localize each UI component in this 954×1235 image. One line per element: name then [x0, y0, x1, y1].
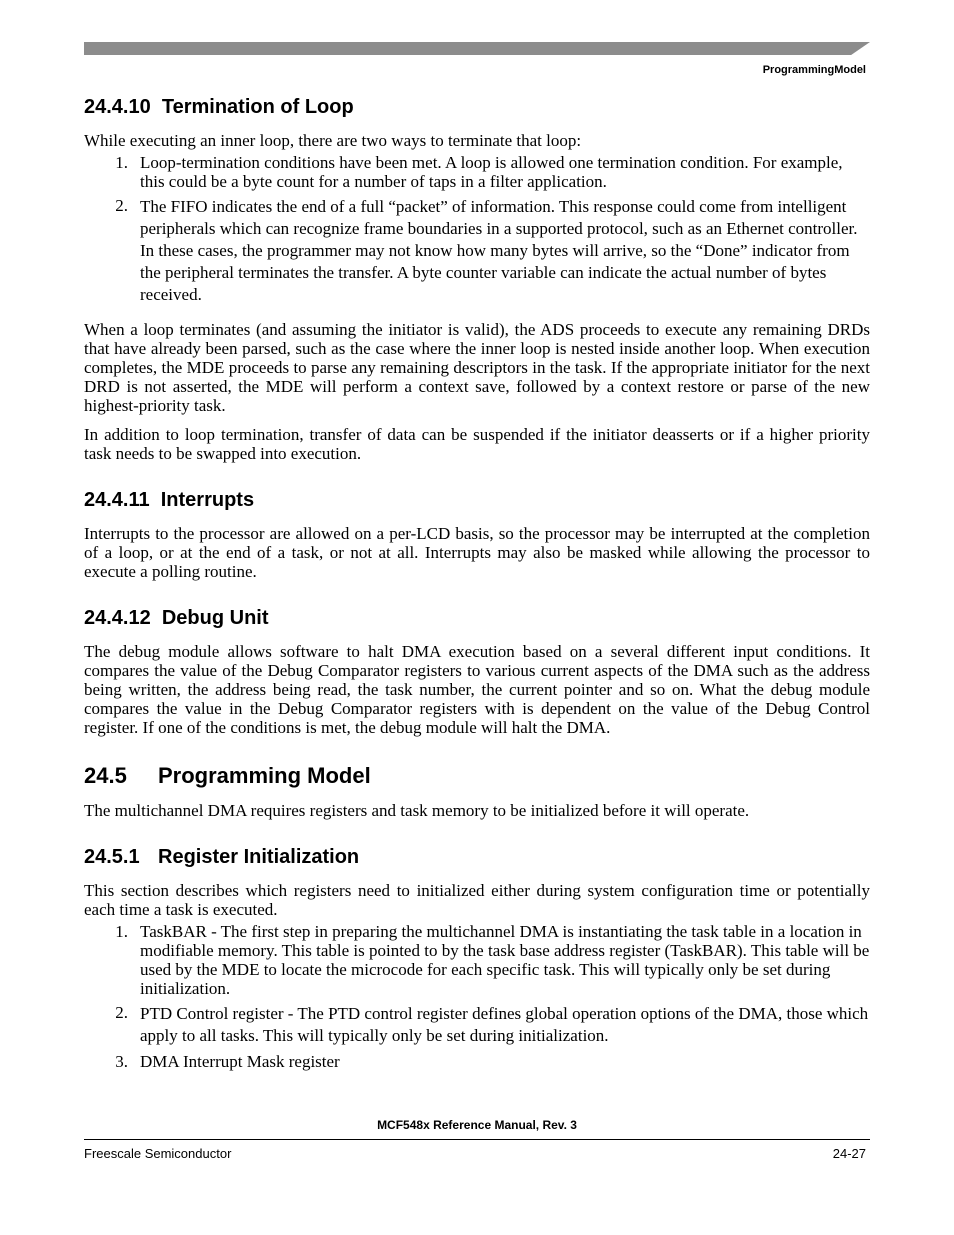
- section-number: 24.5.1: [84, 846, 140, 868]
- list-number: 2.: [115, 1003, 128, 1022]
- list-item: [84, 196, 870, 306]
- paragraph: Interrupts to the processor are allowed on a per-LCD basis, so the processor may be interrupted at the completion of a loop, or at the end of a task, or not at all. Interrupts may also be masked while allowing the processor to execute a polling routine.: [84, 524, 870, 581]
- section-title: Programming Model: [158, 763, 371, 788]
- list-item: [84, 1003, 870, 1047]
- list-number: 1.: [115, 922, 128, 941]
- list-number: 3.: [115, 1052, 128, 1071]
- header-bar: [84, 42, 870, 55]
- section-heading-interrupts: [84, 489, 870, 512]
- page-body: [84, 96, 870, 1085]
- section-heading-termination-of-loop: [84, 96, 870, 119]
- section-heading-programming-model: [84, 763, 870, 789]
- paragraph: In addition to loop termination, transfer of data can be suspended if the initiator deasserts or if a higher priority task needs to be swapped into execution.: [84, 425, 870, 463]
- list-item: [84, 1052, 870, 1071]
- list-text: The FIFO indicates the end of a full “packet” of information. This response could come from intelligent peripherals which can recognize frame boundaries in a supported protocol, such as an Ethernet controller. In these cases, the programmer may not know how many bytes will arrive, so the “Done” indicator from the peripheral terminates the transfer. A byte counter variable can indicate the actual number of bytes received.: [140, 197, 858, 304]
- list-number: 1.: [115, 153, 128, 172]
- list-item: [84, 153, 870, 191]
- paragraph: While executing an inner loop, there are two ways to terminate that loop:: [84, 131, 582, 150]
- section-heading-register-initialization: [84, 846, 870, 869]
- paragraph: This section describes which registers need to initialized either during system configuration time or potentially each time a task is executed.: [84, 881, 870, 919]
- page-number: 24-27: [832, 1146, 866, 1161]
- paragraph: The debug module allows software to halt DMA execution based on a several different input conditions. It compares the value of the Debug Comparator registers to various current aspects of the DMA such as the address being written, the address being read, the task number, the current pointer and so on. What the debug module compares the value in the Debug Comparator registers with is dependent on the value of the Debug Control register. If one of the conditions is met, the debug module will halt the DMA.: [84, 642, 870, 737]
- section-title: Register Initialization: [158, 846, 360, 868]
- list-item: [84, 922, 870, 998]
- list-text: TaskBAR - The first step in preparing the multichannel DMA is instantiating the task table in a location in modifiable memory. This table is pointed to by the task base address register (TaskBAR). This table will be used by the MDE to locate the microcode for each specific task. This will typically only be set during initialization.: [140, 922, 870, 998]
- footer-manual-title: MCF548x Reference Manual, Rev. 3: [377, 1118, 577, 1132]
- section-heading-debug-unit: [84, 607, 870, 630]
- numbered-list: [84, 922, 870, 1071]
- section-number: 24.4.10: [84, 96, 151, 118]
- paragraph: The multichannel DMA requires registers and task memory to be initialized before it will operate.: [84, 801, 750, 820]
- footer-divider: [84, 1139, 870, 1140]
- section-number: 24.4.12: [84, 607, 151, 629]
- list-text: Loop-termination conditions have been met. A loop is allowed one termination condition. For example, this could be a byte count for a number of taps in a filter application.: [140, 153, 843, 191]
- section-title: Interrupts: [160, 489, 255, 511]
- section-number: 24.4.11: [84, 489, 150, 511]
- list-text: DMA Interrupt Mask register: [140, 1052, 340, 1071]
- list-number: 2.: [115, 196, 128, 215]
- section-number: 24.5: [84, 763, 127, 788]
- list-text: PTD Control register - The PTD control register defines global operation options of the DMA, those which apply to all tasks. This will typically only be set during initialization.: [140, 1004, 869, 1045]
- paragraph: When a loop terminates (and assuming the initiator is valid), the ADS proceeds to execute any remaining DRDs that have already been parsed, such as the case where the inner loop is nested inside another loop. When execution completes, the MDE proceeds to parse any remaining descriptors in the task. If the appropriate initiator for the next DRD is not asserted, the MDE will perform a context save, followed by a context restore or parse of the new highest-priority task.: [84, 320, 870, 415]
- section-title: Debug Unit: [161, 607, 269, 629]
- section-title: Termination of Loop: [161, 96, 354, 118]
- footer-company: Freescale Semiconductor: [84, 1146, 232, 1161]
- running-head: ProgrammingModel: [762, 64, 866, 76]
- numbered-list: [84, 153, 870, 306]
